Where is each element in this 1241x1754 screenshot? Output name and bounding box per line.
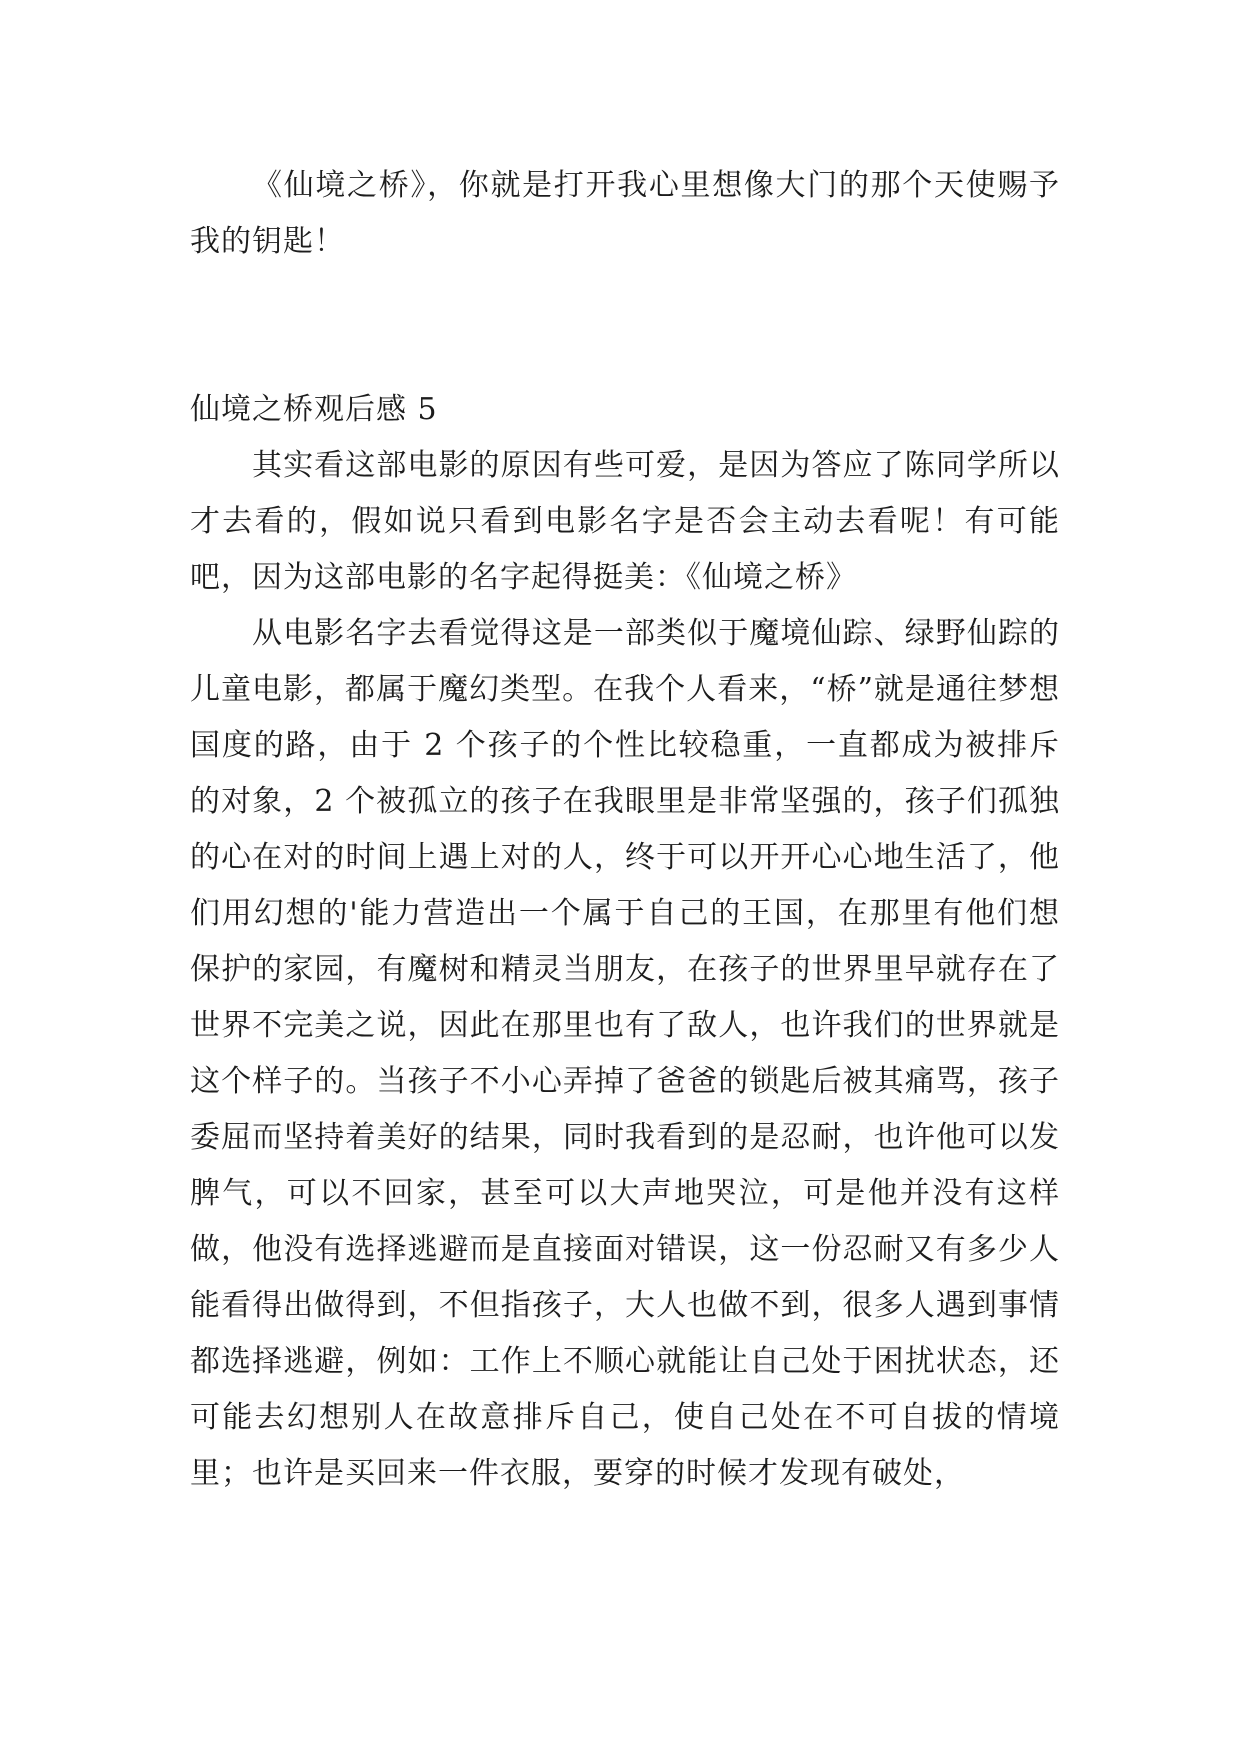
intro-paragraph: 《仙境之桥》，你就是打开我心里想像大门的那个天使赐予我的钥匙！ (190, 168, 1060, 259)
section-spacer (190, 270, 1060, 382)
section-heading: 仙境之桥观后感 5 (190, 392, 438, 427)
body-paragraph-1: 其实看这部电影的原因有些可爱，是因为答应了陈同学所以才去看的，假如说只看到电影名字是否会主动去看呢！有可能吧，因为这部电影的名字起得挺美：《仙境之桥》 (190, 448, 1060, 595)
body-paragraph-2: 从电影名字去看觉得这是一部类似于魔境仙踪、绿野仙踪的儿童电影，都属于魔幻类型。在我个人看来，“桥”就是通往梦想国度的路，由于 2 个孩子的个性比较稳重，一直都成为被排斥的对象，2 个被孤立的孩子在我眼里是非常坚强的，孩子们孤独的心在对的时间上遇上对的人，终于可以开开心心地生活了，他们用幻想的'能力营造出一个属于自己的王国，在那里有他们想保护的家园，有魔树和精灵当朋友，在孩子的世界里早就存在了世界不完美之说，因此在那里也有了敌人，也许我们的世界就是这个样子的。当孩子不小心弄掉了爸爸的锁匙后被其痛骂，孩子委屈而坚持着美好的结果，同时我看到的是忍耐，也许他可以发脾气，可以不回家，甚至可以大声地哭泣，可是他并没有这样做，他没有选择逃避而是直接面对错误，这一份忍耐又有多少人能看得出做得到，不但指孩子，大人也做不到，很多人遇到事情都选择逃避，例如：工作上不顺心就能让自己处于困扰状态，还可能去幻想别人在故意排斥自己，使自己处在不可自拔的情境里；也许是买回来一件衣服，要穿的时候才发现有破处， (190, 616, 1060, 1491)
document-body (190, 158, 1060, 1502)
